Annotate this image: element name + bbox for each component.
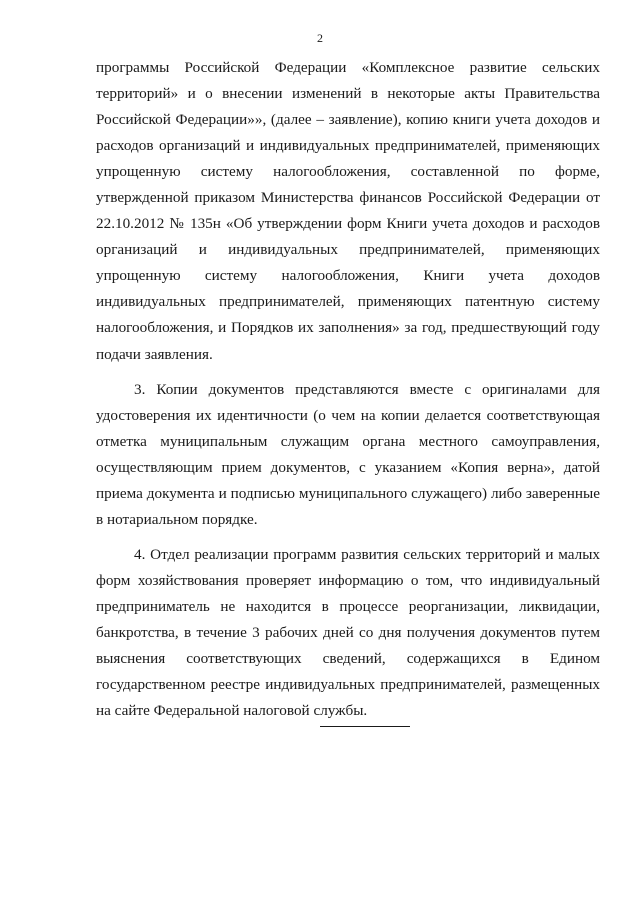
paragraph-item-4: 4. Отдел реализации программ развития сельских территорий и малых форм хозяйствования проверяет информацию о том, что индивидуальный предприниматель не находится в процессе реорганизации, ликвидации, банкротства, в течение 3 рабочих дней со дня получения документов путем выяснения соответствующих сведений, содержащихся в Едином государственном реестре индивидуальных предпринимателей, размещенных на сайте Федеральной налоговой службы. [96,545,600,720]
page-number: 2 [317,31,323,45]
document-body [96,55,600,724]
paragraph-item-3: 3. Копии документов представляются вместе с оригиналами для удостоверения их идентичности (о чем на копии делается соответствующая отметка муниципальным служащим органа местного самоуправления, осуществляющим прием документов, с указанием «Копия верна», датой приема документа и подписью муниципального служащего) либо заверенные в нотариальном порядке. [96,380,600,528]
paragraph-spacer [96,533,600,542]
end-of-text-line [320,726,410,727]
paragraph-continuation: программы Российской Федерации «Комплексное развитие сельских территорий» и о внесении изменений в некоторые акты Правительства Российской Федерации»», (далее – заявление), копию книги учета доходов и расходов организаций и индивидуальных предпринимателей, применяющих упрощенную систему налогообложения, составленной по форме, утвержденной приказом Министерства финансов Российской Федерации от 22.10.2012 № 135н «Об утверждении форм Книги учета доходов и расходов организаций и индивидуальных предпринимателей, применяющих упрощенную систему налогообложения, Книги учета доходов индивидуальных предпринимателей, применяющих патентную систему налогообложения, и Порядков их заполнения» за год, предшествующий году подачи заявления. [96,59,600,363]
paragraph-spacer [96,368,600,377]
